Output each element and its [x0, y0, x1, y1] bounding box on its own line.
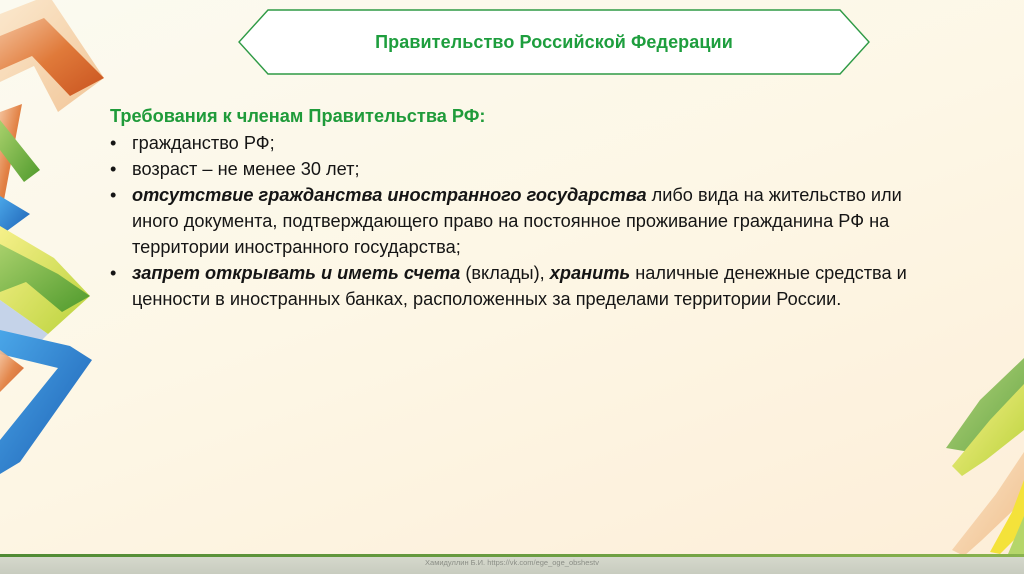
requirements-list [110, 130, 910, 312]
item-text: возраст – не менее 30 лет; [132, 159, 360, 179]
item-text: гражданство РФ; [132, 133, 275, 153]
footer-credit: Хамидуллин Б.И. https://vk.com/ege_oge_obshestv [425, 558, 599, 567]
item-text: наличные денежные средства и ценности в иностранных банках, расположенных за пределами территории России. [132, 263, 907, 309]
item-text: либо вида на жительство или иного документа, подтверждающего право на постоянное проживание гражданина РФ на территории иностранного государства; [132, 185, 902, 257]
list-item [110, 182, 910, 260]
item-emphasis: отсутствие гражданства иностранного государства [132, 185, 647, 205]
item-emphasis: запрет открывать и иметь счета [132, 263, 461, 283]
bullet: • [110, 263, 117, 283]
requirements-heading: Требования к членам Правительства РФ: [110, 106, 486, 126]
item-emphasis-secondary: хранить [549, 263, 631, 283]
list-item [110, 260, 910, 312]
header-banner [238, 9, 870, 75]
item-text: (вклады), [460, 263, 550, 283]
page-title: Правительство Российской Федерации [375, 32, 733, 52]
list-item [110, 130, 910, 156]
bullet: • [110, 185, 117, 205]
bullet: • [110, 133, 117, 153]
list-item [110, 156, 910, 182]
requirements-section [110, 103, 910, 312]
bullet: • [110, 159, 117, 179]
